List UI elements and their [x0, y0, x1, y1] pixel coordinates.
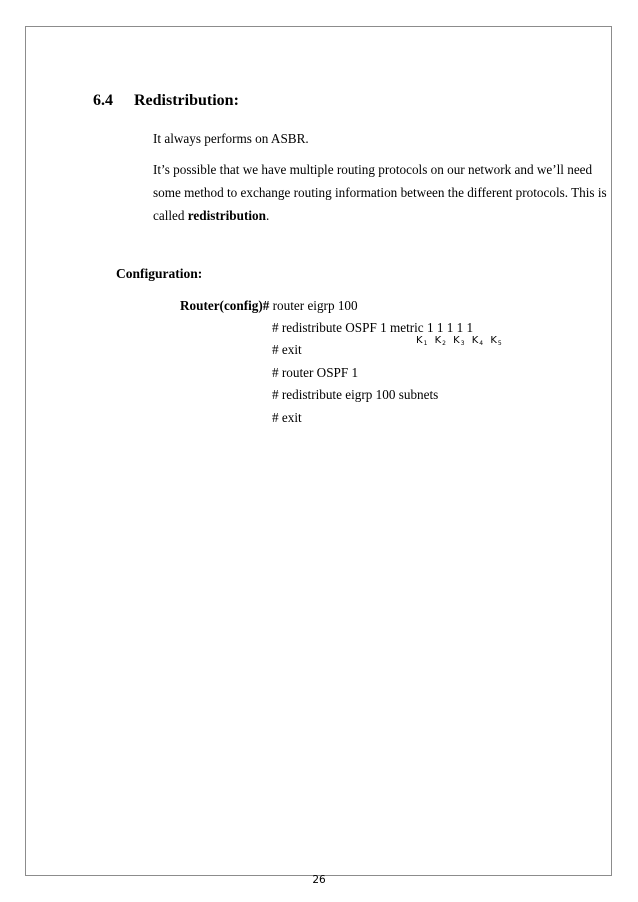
section-title: Redistribution: [134, 92, 239, 109]
paragraph-asbr: It always performs on ASBR. [153, 131, 309, 146]
k-label: $K_4$ [471, 335, 484, 347]
paragraph-end: . [265, 208, 270, 223]
bold-term: redistribution [187, 208, 266, 223]
command-line-5: # redistribute eigrp 100 subnets [272, 387, 439, 402]
page-border [25, 26, 612, 876]
k-label: $K_3$ [453, 335, 465, 347]
command-line-4: # router OSPF 1 [272, 365, 359, 380]
command-line-1 [180, 298, 358, 314]
k-label: $K_2$ [434, 335, 446, 347]
configuration-heading: Configuration: [116, 266, 203, 281]
page-number: 26 [312, 874, 326, 886]
router-prompt: Router(config)# [180, 298, 270, 313]
paragraph-text: It’s possible that we have multiple routing protocols on our network and we’ll need some method to exchange routing information between the different protocols. This is called [153, 162, 607, 223]
command-text: router eigrp 100 [269, 298, 358, 313]
section-number: 6.4 [93, 92, 113, 109]
command-line-3: # exit [272, 342, 302, 357]
section-heading [93, 92, 239, 110]
command-line-2: # redistribute OSPF 1 metric 1 1 1 1 1 [272, 320, 474, 335]
metric-k-labels [416, 335, 506, 347]
k-label: $K_5$ [490, 335, 502, 347]
command-line-6: # exit [272, 410, 302, 425]
paragraph-redistribution [153, 158, 608, 227]
k-label: $K_1$ [416, 335, 428, 347]
